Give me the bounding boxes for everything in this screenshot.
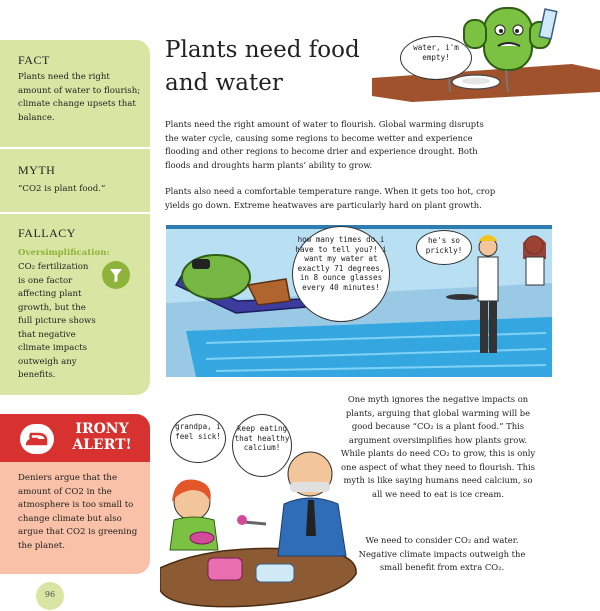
fallacy-label: Oversimplification:: [18, 248, 110, 258]
intro-paragraph: Plants need the right amount of water to flourish. Global warming disrupts the water cycle, causing some regions to become wetter and experience flooding and other regions to become drier and experience drought. Both floods and droughts harm plants’ ability to grow.: [165, 119, 484, 170]
myth-text: “CO2 is plant food.”: [18, 184, 106, 194]
irony-text: Deniers argue that the amount of CO2 in the atmosphere is too small to change climate but also argue that CO2 is greening the planet.: [18, 473, 138, 551]
cactus-speech-bubble: water, i'm empty!: [400, 36, 472, 80]
iron-icon: [20, 424, 54, 454]
title-line1: Plants need food: [165, 37, 360, 63]
temperature-paragraph: Plants also need a comfortable temperature range. When it gets too hot, crop yields go down. Extreme heatwaves are particularly hard on plant growth.: [165, 186, 496, 210]
waiter-speech-bubble: he's so prickly!: [416, 230, 472, 265]
conclusion-paragraph: We need to consider CO₂ and water. Negative climate impacts outweigh the small benefit from extra CO₂.: [358, 535, 526, 572]
page-title: [165, 34, 360, 100]
irony-alert-box: [0, 414, 150, 574]
myth-title: MYTH: [18, 163, 56, 177]
page-number: 96: [36, 582, 64, 610]
fallacy-text: CO₂ fertilization is one factor affecting plant growth, but the full picture shows that negative climate impacts outweigh any benefits.: [18, 262, 96, 380]
irony-title-line1: IRONY: [75, 421, 129, 437]
fact-title: FACT: [18, 53, 50, 67]
title-line2: and water: [165, 70, 283, 96]
fallacy-text-part: [18, 261, 98, 383]
fallacy-title: FALLACY: [18, 226, 76, 240]
girl-speech-bubble: grandpa, i feel sick!: [170, 414, 226, 463]
funnel-icon: [102, 261, 130, 289]
divider: [0, 147, 150, 149]
irony-title-line2: ALERT!: [72, 437, 132, 453]
grandpa-speech-bubble: keep eating that healthy calcium!: [232, 414, 292, 477]
myth-paragraph: One myth ignores the negative impacts on plants, arguing that global warming will be good because “CO₂ is a plant food.” This argument oversimplifies how plants grow. While plants do need CO₂ to grow, this is only one aspect of what they need to flourish. This myth is like saying humans need calcium, so all we need to eat is ice cream.: [340, 394, 536, 499]
irony-alert-title: [62, 421, 142, 453]
fact-text: Plants need the right amount of water to flourish; climate change upsets that balance.: [18, 72, 141, 123]
pool-speech-bubble: how many times do i have to tell you?! i want my water at exactly 71 degrees, in 8 ounce glasses every 40 minutes!: [292, 226, 390, 322]
divider: [0, 212, 150, 214]
